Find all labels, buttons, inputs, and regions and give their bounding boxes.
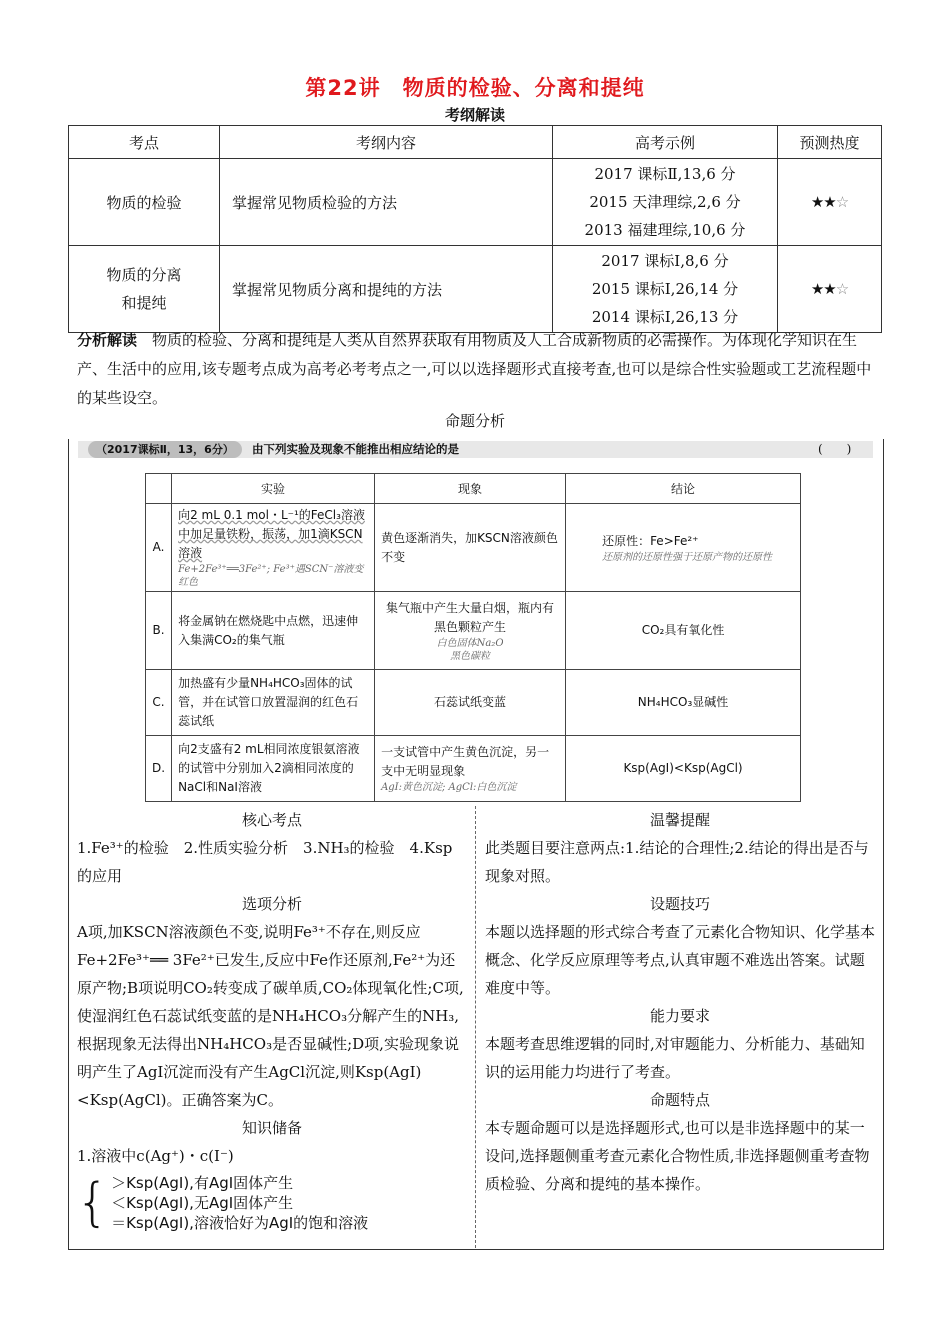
option-conclusion: CO₂具有氧化性 bbox=[566, 592, 801, 670]
question-stem: 由下列实验及现象不能推出相应结论的是 bbox=[252, 442, 459, 456]
ability-title: 能力要求 bbox=[649, 1007, 710, 1025]
header-content: 考纲内容 bbox=[220, 126, 553, 159]
outline-header-row bbox=[69, 126, 882, 159]
option-label: D. bbox=[146, 736, 172, 802]
handwritten-note: AgI:黄色沉淀; AgCl:白色沉淀 bbox=[381, 782, 517, 793]
core-title: 核心考点 bbox=[241, 811, 302, 829]
header-heat: 预测热度 bbox=[778, 126, 882, 159]
option-label: C. bbox=[146, 670, 172, 736]
option-row-d bbox=[146, 736, 801, 802]
option-conclusion: NH₄HCO₃显碱性 bbox=[566, 670, 801, 736]
row-topic: 物质的分离 和提纯 bbox=[69, 246, 220, 333]
brace-line: ＝Ksp(AgI),溶液恰好为AgI的饱和溶液 bbox=[111, 1214, 369, 1232]
core-text: 1.Fe³⁺的检验 2.性质实验分析 3.NH₃的检验 4.Ksp的应用 bbox=[77, 839, 453, 885]
option-analysis-title: 选项分析 bbox=[241, 895, 302, 913]
heat-rating: ★★☆ bbox=[778, 159, 882, 246]
option-row-c bbox=[146, 670, 801, 736]
left-column bbox=[77, 806, 467, 1170]
row-topic: 物质的检验 bbox=[69, 159, 220, 246]
brace-line: ＞Ksp(AgI),有AgI固体产生 bbox=[111, 1174, 294, 1192]
knowledge-brace bbox=[76, 1173, 368, 1233]
option-row-b bbox=[146, 592, 801, 670]
ability-text: 本题考查思维逻辑的同时,对审题能力、分析能力、基础知识的运用能力均进行了考查。 bbox=[485, 1035, 865, 1081]
feature-text: 本专题命题可以是选择题形式,也可以是非选择题中的某一设问,选择题侧重考查元素化合物性质,非选择题侧重考查物质检验、分离和提纯的基本操作。 bbox=[485, 1119, 870, 1193]
question-table bbox=[145, 473, 801, 802]
knowledge-title: 知识储备 bbox=[241, 1119, 302, 1137]
header-topic: 考点 bbox=[69, 126, 220, 159]
skill-title: 设题技巧 bbox=[649, 895, 710, 913]
column-divider bbox=[475, 806, 476, 1248]
handwritten-note: 黑色碳粒 bbox=[450, 650, 491, 662]
option-analysis-text: A项,加KSCN溶液颜色不变,说明Fe³⁺不存在,则反应Fe+2Fe³⁺══ 3Fe²⁺已发生,反应中Fe作还原剂,Fe²⁺为还原产物;B项说明CO₂转变成了碳单质,CO₂体现氧化性;C项,使湿润红色石蕊试纸变蓝的是NH₄HCO₃分解产生的NH₃,根据现象无法得出NH₄HCO₃是否显碱性;D项,实验现象说明产生了AgI沉淀而没有产生AgCl沉淀,则Ksp(AgI)<Ksp(AgCl)。正确答案为C。 bbox=[77, 923, 464, 1109]
header-conclusion: 结论 bbox=[566, 474, 801, 504]
option-phenomenon: 石蕊试纸变蓝 bbox=[375, 670, 566, 736]
row-content: 掌握常见物质检验的方法 bbox=[220, 159, 553, 246]
option-phenomenon: 集气瓶中产生大量白烟，瓶内有黑色颗粒产生 白色固体Na₂O 黑色碳粒 bbox=[375, 592, 566, 670]
option-conclusion: Ksp(AgI)<Ksp(AgCl) bbox=[566, 736, 801, 802]
header-phenomenon: 现象 bbox=[375, 474, 566, 504]
option-phenomenon: 黄色逐渐消失，加KSCN溶液颜色不变 bbox=[375, 504, 566, 592]
skill-text: 本题以选择题的形式综合考查了元素化合物知识、化学基本概念、化学反应原理等考点,认真审题不难选出答案。试题难度中等。 bbox=[485, 923, 876, 997]
row-examples: 2017 课标Ⅱ,13,6 分 2015 天津理综,2,6 分 2013 福建理综,10,6 分 bbox=[553, 159, 778, 246]
option-label: B. bbox=[146, 592, 172, 670]
header-experiment: 实验 bbox=[172, 474, 375, 504]
row-examples: 2017 课标Ⅰ,8,6 分 2015 课标Ⅰ,26,14 分 2014 课标Ⅰ,26,13 分 bbox=[553, 246, 778, 333]
tip-text: 此类题目要注意两点:1.结论的合理性;2.结论的得出是否与现象对照。 bbox=[485, 839, 869, 885]
section-title: 命题分析 bbox=[444, 412, 505, 430]
outline-table bbox=[68, 125, 882, 333]
outline-heading: 考纲解读 bbox=[444, 106, 505, 124]
option-row-a bbox=[146, 504, 801, 592]
question-source-badge: （2017课标Ⅱ，13，6分） bbox=[88, 441, 242, 458]
analysis-label: 分析解读 bbox=[77, 331, 138, 349]
brace-icon: { bbox=[76, 1173, 110, 1233]
page-title: 第22讲 物质的检验、分离和提纯 bbox=[305, 76, 645, 100]
row-content: 掌握常见物质分离和提纯的方法 bbox=[220, 246, 553, 333]
knowledge-text: 1.溶液中c(Ag⁺)・c(I⁻) bbox=[77, 1147, 234, 1165]
option-conclusion: 还原性：Fe>Fe²⁺ 还原剂的还原性强于还原产物的还原性 bbox=[566, 504, 801, 592]
option-phenomenon: 一支试管中产生黄色沉淀，另一支中无明显现象 AgI:黄色沉淀; AgCl:白色沉淀 bbox=[375, 736, 566, 802]
option-label: A. bbox=[146, 504, 172, 592]
handwritten-note: 白色固体Na₂O bbox=[436, 637, 504, 649]
answer-blank: ( ) bbox=[818, 442, 852, 456]
outline-row bbox=[69, 246, 882, 333]
tip-title: 温馨提醒 bbox=[649, 811, 710, 829]
header-examples: 高考示例 bbox=[553, 126, 778, 159]
right-column bbox=[485, 806, 875, 1198]
brace-line: ＜Ksp(AgI),无AgI固体产生 bbox=[111, 1194, 294, 1212]
handwritten-note: 还原剂的还原性强于还原产物的还原性 bbox=[602, 551, 773, 563]
analysis-paragraph bbox=[77, 326, 877, 413]
analysis-text: 物质的检验、分离和提纯是人类从自然界获取有用物质及人工合成新物质的必需操作。为体现化学知识在生产、生活中的应用,该专题考点成为高考必考考点之一,可以以选择题形式直接考查,也可以是综合性实验题或工艺流程题中的某些设空。 bbox=[77, 331, 872, 407]
option-experiment: 向2支盛有2 mL相同浓度银氨溶液的试管中分别加入2滴相同浓度的NaCl和NaI溶液 bbox=[172, 736, 375, 802]
question-header-row bbox=[146, 474, 801, 504]
feature-title: 命题特点 bbox=[649, 1091, 710, 1109]
option-experiment: 将金属钠在燃烧匙中点燃，迅速伸入集满CO₂的集气瓶 bbox=[172, 592, 375, 670]
outline-row bbox=[69, 159, 882, 246]
handwritten-note: Fe+2Fe³⁺══3Fe²⁺; Fe³⁺遇SCN⁻溶液变红色 bbox=[178, 564, 364, 588]
heat-rating: ★★☆ bbox=[778, 246, 882, 333]
option-experiment: 加热盛有少量NH₄HCO₃固体的试管，并在试管口放置湿润的红色石蕊试纸 bbox=[172, 670, 375, 736]
option-experiment: 向2 mL 0.1 mol・L⁻¹的FeCl₃溶液中加足量铁粉，振荡，加1滴KSCN溶液 Fe+2Fe³⁺══3Fe²⁺; Fe³⁺遇SCN⁻溶液变红色 bbox=[172, 504, 375, 592]
